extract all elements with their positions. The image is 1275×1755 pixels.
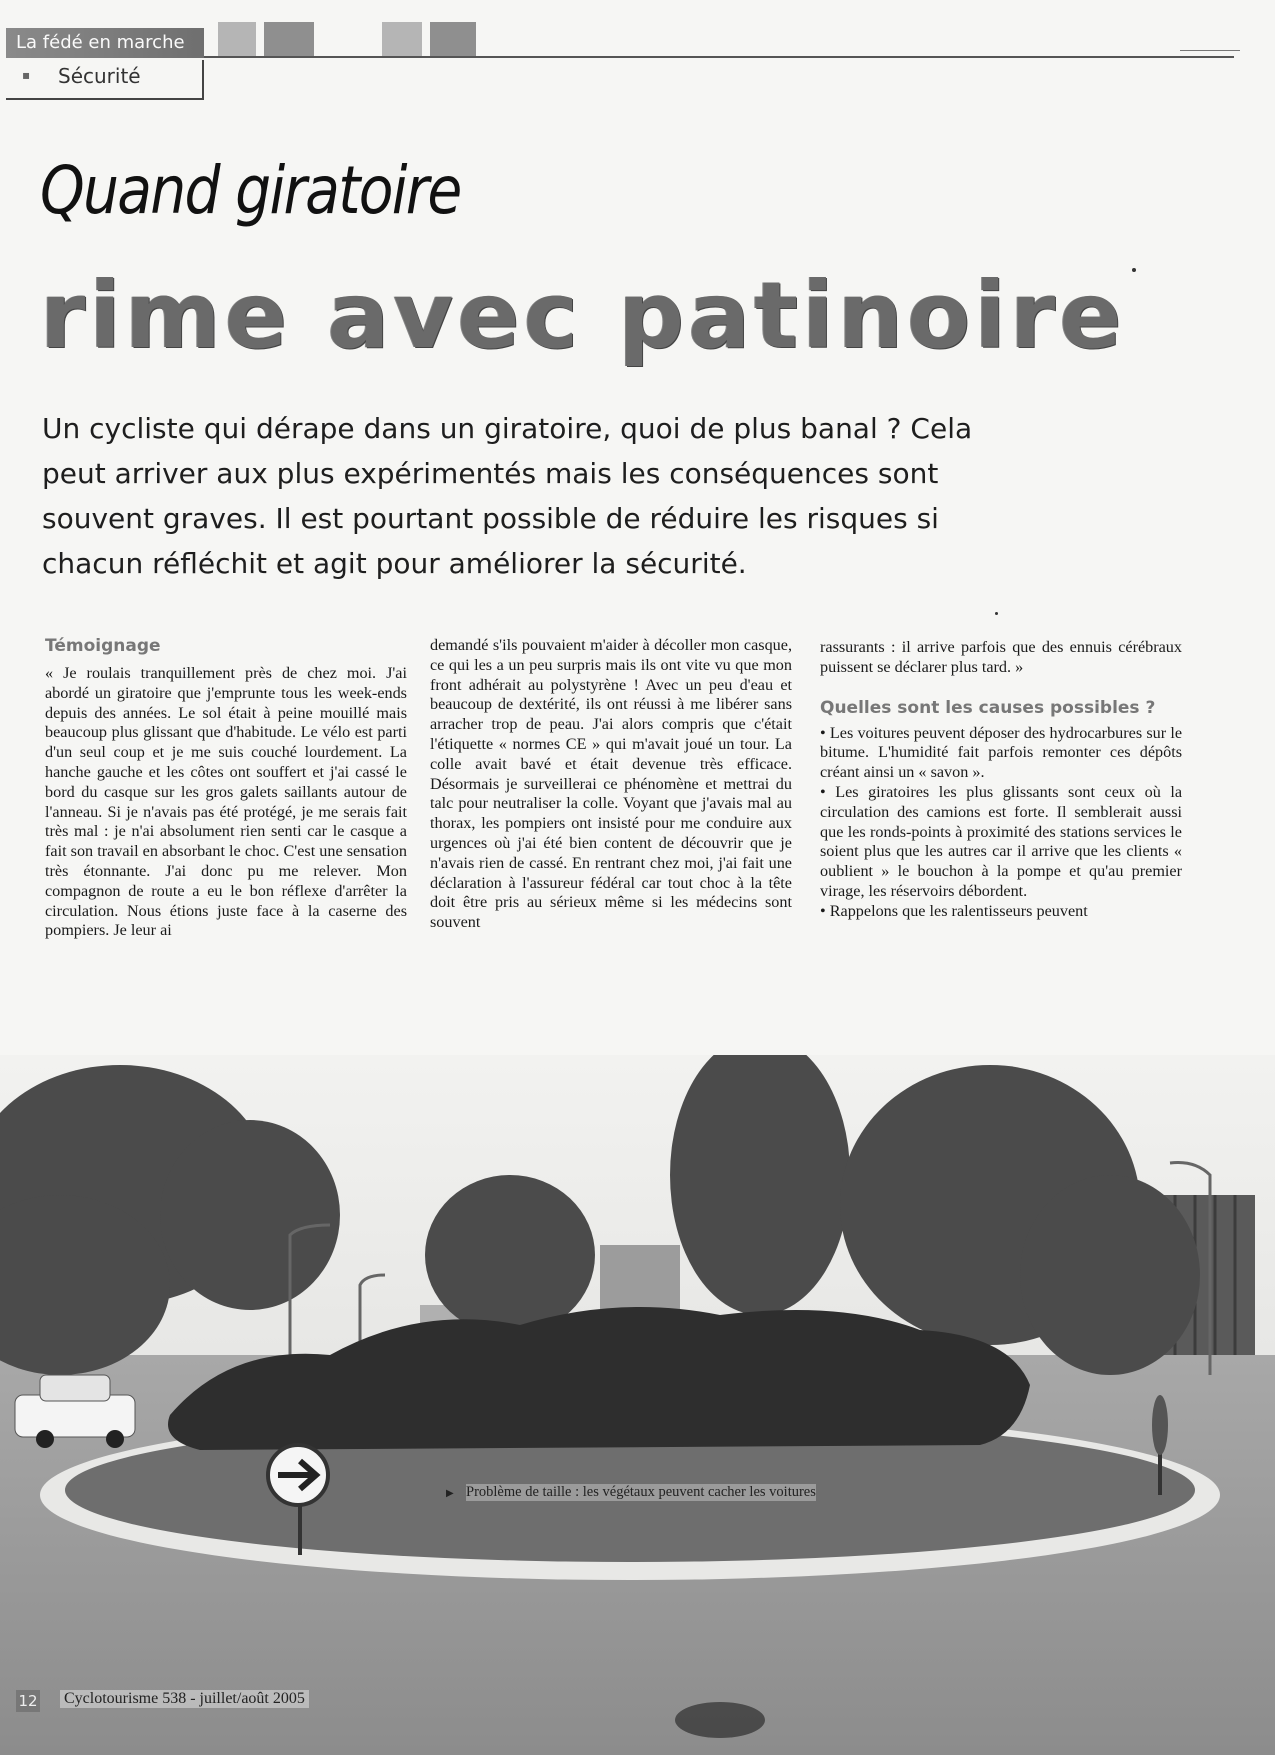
article-title-line2: rime avec patinoire [40, 262, 1126, 369]
bullet-item: • Rappelons que les ralentisseurs peuvent [820, 901, 1088, 920]
decorative-square [382, 22, 422, 58]
speck [995, 612, 998, 615]
decorative-square [264, 22, 314, 58]
column-2 [430, 636, 792, 933]
speck [1132, 268, 1136, 272]
bullet-icon: ▪ [22, 68, 31, 82]
section-tag: La fédé en marche [6, 28, 204, 58]
bullet-item: • Les giratoires les plus glissants sont ceux où la circulation des camions est forte. Il semblerait aussi que les ronds-points à proximité des stations services le soient plus que les autres car il arrive que les clients « oublient » le bouchon à la pompe et qu'au premier virage, les réservoirs débordent. [820, 782, 1182, 900]
roundabout-photo [0, 1055, 1275, 1755]
paragraph: rassurants : il arrive parfois que des ennuis cérébraux puissent se déclarer plus tard. » [820, 638, 1182, 676]
article-lead: Un cycliste qui dérape dans un giratoire, quoi de plus banal ? Cela peut arriver aux plus expérimentés mais les conséquences sont souvent graves. Il est pourtant possible de réduire les risques si chacun réfléchit et agit pour améliorer la sécurité. [42, 412, 973, 580]
bullet-item: • Les voitures peuvent déposer des hydrocarbures sur le bitume. L'humidité fait parfois remonter ces dépôts créant ainsi un « savon ». [820, 723, 1182, 782]
header-rule [1180, 50, 1240, 51]
subheading-testimony: Témoignage [45, 636, 161, 656]
paragraph: « Je roulais tranquillement près de chez moi. J'ai abordé un giratoire que j'emprunte tous les week-ends depuis des années. Le sol était à peine mouillé mais beaucoup plus glissant que d'habitude. Le vélo est parti d'un seul coup et je me suis couché lourdement. La hanche gauche et les côtes ont souffert et j'ai cassé le bord du casque sur les gros galets saillants autour de l'anneau. Si je n'avais pas été protégé, je me serais fait très mal : je n'ai absolument rien senti car le casque a fait son travail en absorbant le choc. C'est une sensation très étonnante. J'ai donc pu me relever. Mon compagnon de route a eu le bon réflexe d'arrêter la circulation. Nous étions juste face à la caserne des pompiers. Je leur ai [45, 664, 407, 940]
decorative-square [218, 22, 256, 58]
page-number: 12 [16, 1690, 40, 1712]
publication-footer: Cyclotourisme 538 - juillet/août 2005 [60, 1690, 309, 1708]
decorative-square [430, 22, 476, 58]
rubric-label: Sécurité [58, 64, 141, 88]
header-rule [204, 56, 1234, 58]
photo-caption: Problème de taille : les végétaux peuvent cacher les voitures [466, 1484, 816, 1500]
paragraph: demandé s'ils pouvaient m'aider à décoller mon casque, ce qui les a un peu surpris mais ils ont vite vu que mon front adhérait au polystyrène ! Avec un peu d'eau et beaucoup de dextérité, ils ont réussi à me libérer sans arracher trop de peau. J'ai alors compris que c'était l'étiquette « normes CE » qui m'avait joué un tour. La colle avait bavé et était devenue très efficace. Désormais je surveillerai ce phénomène et mettrai du talc pour neutraliser la colle. Voyant que j'avais mal au thorax, les pompiers ont insisté pour me conduire aux urgences où j'ai été bien content de découvrir que je n'avais rien de cassé. En rentrant chez moi, j'ai fait une déclaration à l'assureur fédéral car tout choc à la tête doit être pris au sérieux même si les médecins sont souvent [430, 636, 792, 932]
subheading-causes: Quelles sont les causes possibles ? [820, 697, 1156, 718]
column-1 [45, 664, 407, 941]
column-3 [820, 638, 1182, 922]
article-title-line1: Quand giratoire [40, 152, 461, 229]
caption-arrow-icon: ▶ [446, 1488, 454, 1499]
